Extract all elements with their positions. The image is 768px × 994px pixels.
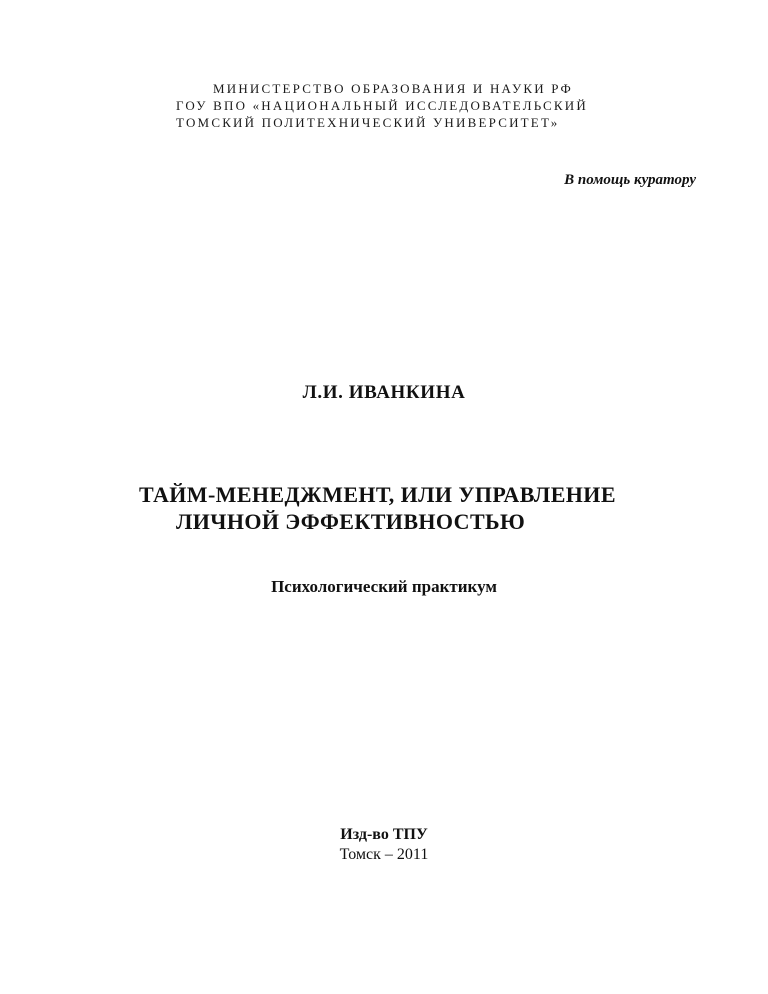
book-subtitle: Психологический практикум — [271, 577, 497, 596]
series-note: В помощь куратору — [564, 172, 696, 188]
publisher-name: Изд-во ТПУ — [340, 826, 428, 843]
book-title-line-1: ТАЙМ-МЕНЕДЖМЕНТ, ИЛИ УПРАВЛЕНИЕ — [139, 482, 616, 507]
author-name: Л.И. ИВАНКИНА — [302, 382, 466, 403]
ministry-name: МИНИСТЕРСТВО ОБРАЗОВАНИЯ И НАУКИ РФ — [213, 81, 573, 96]
university-name-line-1: ГОУ ВПО «НАЦИОНАЛЬНЫЙ ИССЛЕДОВАТЕЛЬСКИЙ — [176, 98, 588, 113]
university-name-line-2: ТОМСКИЙ ПОЛИТЕХНИЧЕСКИЙ УНИВЕРСИТЕТ» — [176, 115, 560, 130]
book-title-line-2: ЛИЧНОЙ ЭФФЕКТИВНОСТЬЮ — [176, 509, 526, 534]
city-year: Томск – 2011 — [339, 846, 429, 863]
